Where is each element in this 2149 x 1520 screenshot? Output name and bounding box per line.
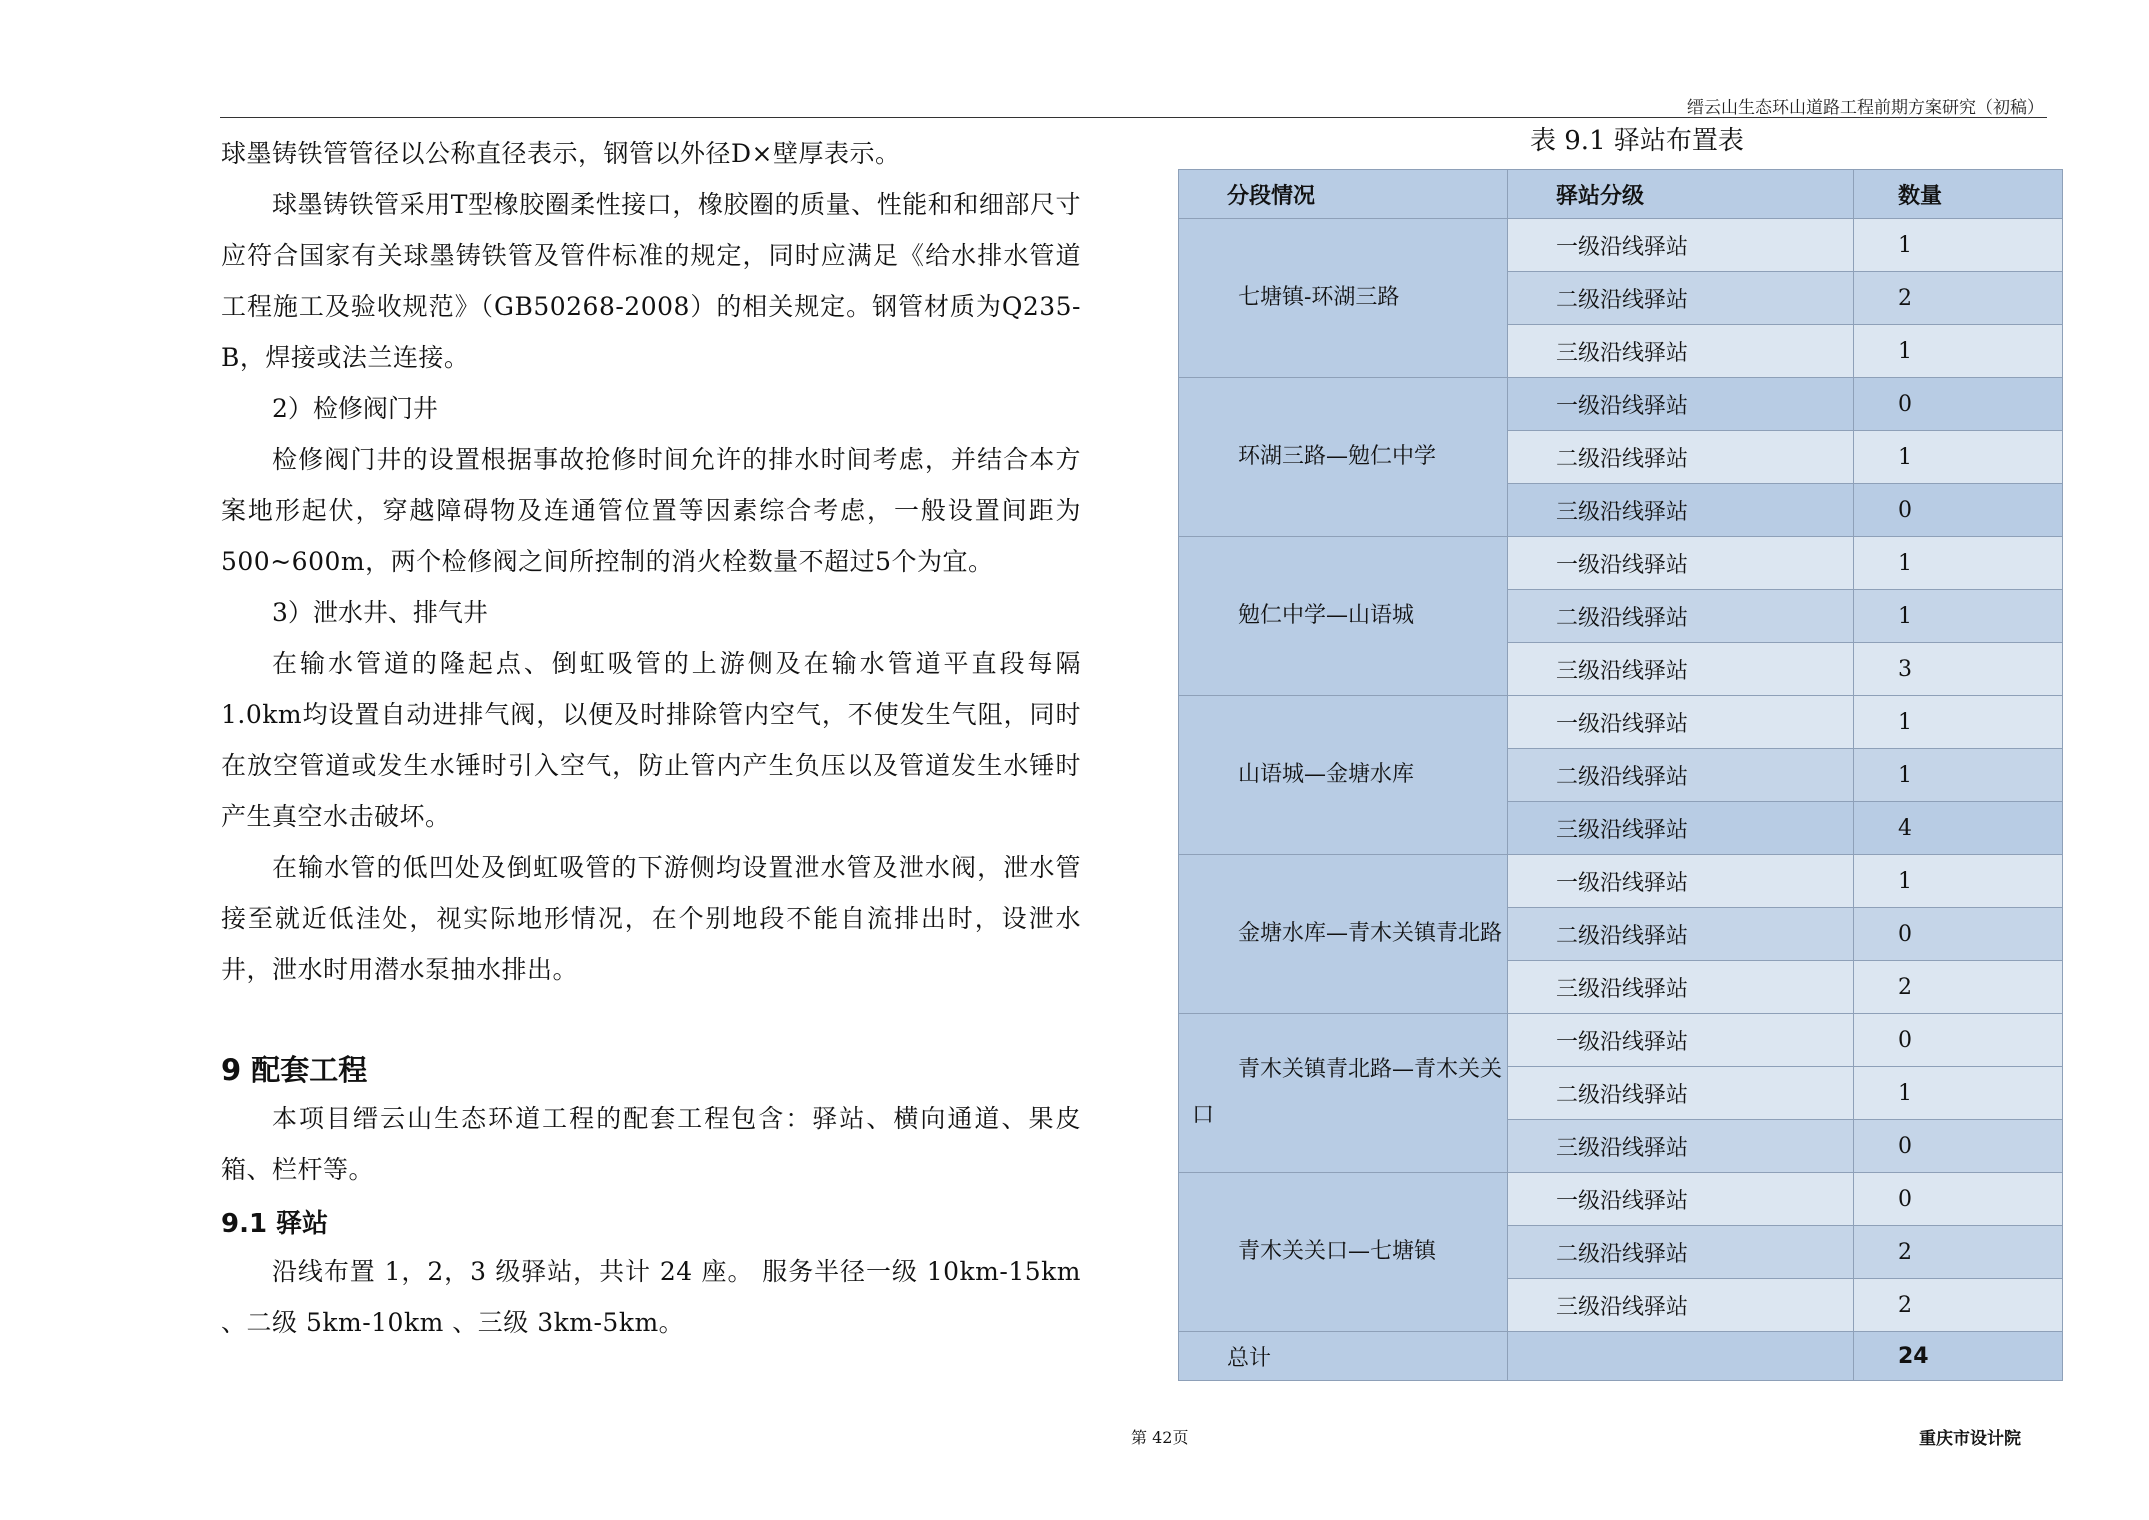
level-cell: 一级沿线驿站 [1508,696,1854,749]
count-cell: 0 [1854,1173,2063,1226]
level-cell: 二级沿线驿站 [1508,590,1854,643]
level-cell: 三级沿线驿站 [1508,802,1854,855]
footer-organization: 重庆市设计院 [1919,1429,2021,1449]
paragraph-inspection-valve-well: 检修阀门井的设置根据事故抢修时间允许的排水时间考虑，并结合本方案地形起伏，穿越障碍物及连通管位置等因素综合考虑，一般设置间距为500~600m，两个检修阀之间所控制的消火栓数量不超过5个为宜。 [221,445,1081,576]
level-cell: 二级沿线驿站 [1508,908,1854,961]
table-row [1179,378,2063,431]
level-cell: 三级沿线驿站 [1508,1279,1854,1332]
level-cell: 二级沿线驿站 [1508,1226,1854,1279]
level-cell: 一级沿线驿站 [1508,1014,1854,1067]
count-cell: 0 [1854,1014,2063,1067]
subsection-heading: 9.1 驿站 [221,1209,329,1239]
table-caption: 表 9.1 驿站布置表 [1530,126,1744,156]
segment-cell [1179,1014,1508,1173]
level-cell: 一级沿线驿站 [1508,378,1854,431]
segment-cell [1179,696,1508,855]
count-cell: 1 [1854,749,2063,802]
page-number: 第 42页 [1131,1428,1189,1447]
segment-cell [1179,537,1508,696]
level-cell: 一级沿线驿站 [1508,219,1854,272]
segment-name: 金塘水库—青木关镇青北路 [1238,921,1503,946]
subheading-inspection-valve-well: 2）检修阀门井 [272,394,438,423]
station-layout-table [1178,169,2063,1381]
table-header-row [1179,170,2063,219]
count-cell: 4 [1854,802,2063,855]
level-cell: 一级沿线驿站 [1508,537,1854,590]
table-row [1179,855,2063,908]
segment-cell [1179,1173,1508,1332]
count-cell: 0 [1854,908,2063,961]
table-row [1179,1173,2063,1226]
count-cell: 2 [1854,1226,2063,1279]
count-cell: 1 [1854,431,2063,484]
segment-cell [1179,219,1508,378]
body-text-block [221,128,1081,995]
table-total-row [1179,1332,2063,1381]
segment-name: 勉仁中学—山语城 [1238,603,1415,628]
level-cell: 一级沿线驿站 [1508,1173,1854,1226]
table-row [1179,1014,2063,1067]
paragraph-exhaust-valve: 在输水管道的隆起点、倒虹吸管的上游侧及在输水管道平直段每隔1.0km均设置自动进排气阀，以便及时排除管内空气，不使发生气阻，同时在放空管道或发生水锤时引入空气，防止管内产生负压以及管道发生水锤时产生真空水击破坏。 [221,649,1081,831]
segment-name: 青木关镇青北路—青木关关口 [1192,1057,1503,1128]
header-level: 驿站分级 [1508,170,1854,219]
table-row [1179,219,2063,272]
body-text-block-3 [221,1246,1081,1348]
paragraph-pipe-diameter: 球墨铸铁管管径以公称直径表示，钢管以外径D×壁厚表示。 [221,139,901,168]
count-cell: 2 [1854,961,2063,1014]
count-cell: 3 [1854,643,2063,696]
segment-name: 环湖三路—勉仁中学 [1238,444,1437,469]
level-cell: 一级沿线驿站 [1508,855,1854,908]
count-cell: 1 [1854,325,2063,378]
level-cell: 二级沿线驿站 [1508,749,1854,802]
level-cell: 三级沿线驿站 [1508,1120,1854,1173]
subheading-drain-exhaust-well: 3）泄水井、排气井 [272,598,488,627]
segment-name: 七塘镇-环湖三路 [1238,285,1400,310]
paragraph-ancillary-works: 本项目缙云山生态环道工程的配套工程包含：驿站、横向通道、果皮箱、栏杆等。 [221,1104,1081,1184]
count-cell: 2 [1854,272,2063,325]
segment-name: 青木关关口—七塘镇 [1238,1239,1437,1264]
count-cell: 2 [1854,1279,2063,1332]
section-heading: 9 配套工程 [221,1053,368,1087]
count-cell: 1 [1854,696,2063,749]
count-cell: 1 [1854,1067,2063,1120]
count-cell: 1 [1854,537,2063,590]
body-text-block-2 [221,1093,1081,1195]
count-cell: 1 [1854,855,2063,908]
count-cell: 0 [1854,378,2063,431]
level-cell: 三级沿线驿站 [1508,484,1854,537]
header-count: 数量 [1854,170,2063,219]
paragraph-ductile-iron-joint: 球墨铸铁管采用T型橡胶圈柔性接口，橡胶圈的质量、性能和和细部尺寸应符合国家有关球墨铸铁管及管件标准的规定，同时应满足《给水排水管道工程施工及验收规范》（GB50268-2008）的相关规定。钢管材质为Q235-B，焊接或法兰连接。 [221,190,1081,372]
table-row [1179,537,2063,590]
count-cell: 1 [1854,219,2063,272]
level-cell: 二级沿线驿站 [1508,431,1854,484]
level-cell: 三级沿线驿站 [1508,961,1854,1014]
level-cell: 三级沿线驿站 [1508,643,1854,696]
paragraph-station-layout: 沿线布置 1，2，3 级驿站，共计 24 座。 服务半径一级 10km-15km 、二级 5km-10km 、三级 3km-5km。 [221,1257,1081,1337]
table-row [1179,696,2063,749]
level-cell: 三级沿线驿站 [1508,325,1854,378]
segment-name: 山语城—金塘水库 [1238,762,1415,787]
total-empty-cell [1508,1332,1854,1381]
level-cell: 二级沿线驿站 [1508,272,1854,325]
count-cell: 0 [1854,484,2063,537]
total-label: 总计 [1179,1332,1508,1381]
level-cell: 二级沿线驿站 [1508,1067,1854,1120]
count-cell: 1 [1854,590,2063,643]
document-header-title: 缙云山生态环山道路工程前期方案研究（初稿） [1687,98,2044,118]
paragraph-drain-valve: 在输水管的低凹处及倒虹吸管的下游侧均设置泄水管及泄水阀，泄水管接至就近低洼处，视实际地形情况，在个别地段不能自流排出时，设泄水井，泄水时用潜水泵抽水排出。 [221,853,1081,984]
header-rule [220,117,2047,118]
count-cell: 0 [1854,1120,2063,1173]
segment-cell [1179,855,1508,1014]
total-value: 24 [1854,1332,2063,1381]
segment-cell [1179,378,1508,537]
header-segment: 分段情况 [1179,170,1508,219]
